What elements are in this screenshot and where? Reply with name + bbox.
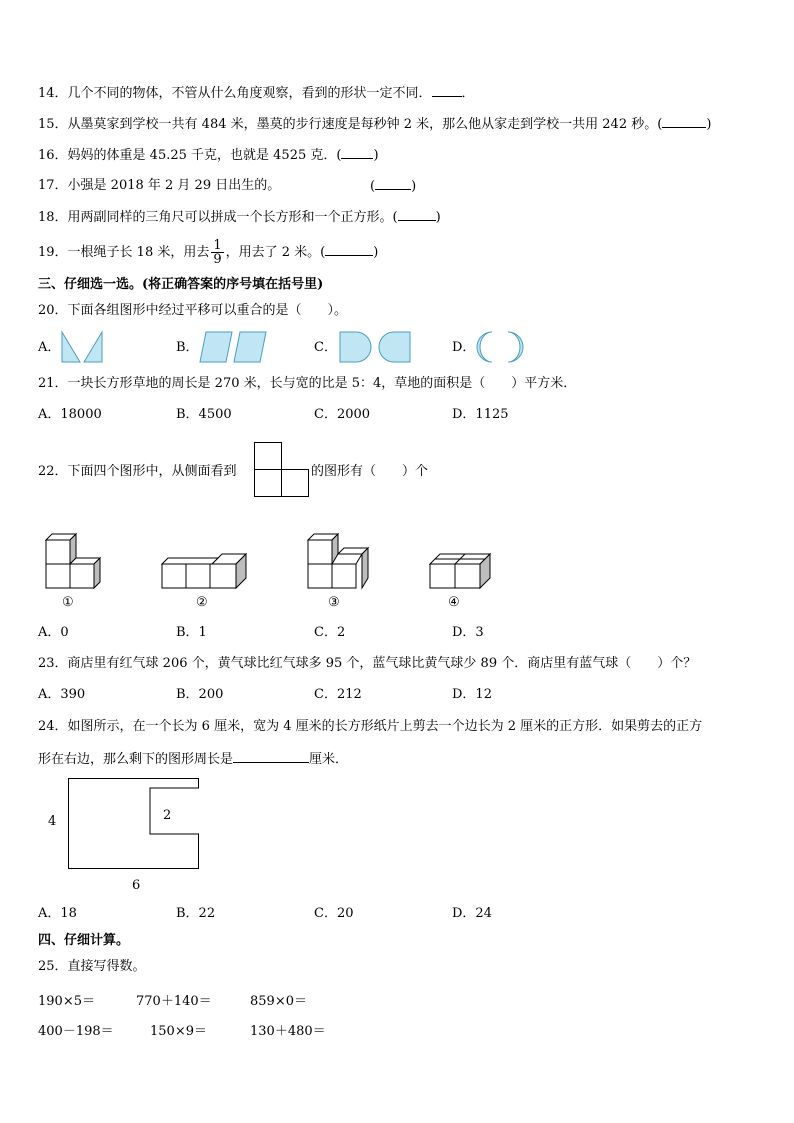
q20-figure-a-triangles (60, 330, 105, 364)
q21-option-b[interactable]: B．4500 (176, 407, 232, 422)
calc-item-2: 770＋140＝ (136, 994, 212, 1009)
q23-option-b[interactable]: B．200 (176, 687, 224, 702)
q20-figure-c-semicircle-shapes (338, 330, 414, 364)
q20-option-a[interactable]: A． (38, 340, 61, 355)
q22-side-view-figure (254, 442, 310, 498)
cube-label-1: ① (62, 595, 74, 610)
cube-label-4: ④ (448, 595, 460, 610)
question-19 (38, 238, 378, 268)
q19-text: 19．一根绳子长 18 米，用去 (38, 245, 210, 260)
calc-item-6: 130＋480＝ (250, 1024, 326, 1039)
paren-close: ) (435, 210, 441, 225)
paren-close: ) (373, 245, 379, 260)
q14-text: 14．几个不同的物体，不管从什么角度观察，看到的形状一定不同． (38, 86, 432, 101)
q23-option-d[interactable]: D．12 (452, 687, 492, 702)
question-24-line1: 24．如图所示，在一个长为 6 厘米，宽为 4 厘米的长方形纸片上剪去一个边长为 2 厘米的正方形．如果剪去的正方 (38, 719, 703, 734)
q24-label-width: 4 (48, 814, 57, 829)
q22-option-b[interactable]: B．1 (176, 625, 207, 640)
q20-option-d[interactable]: D． (452, 340, 476, 355)
question-14 (38, 84, 475, 103)
question-18 (38, 208, 441, 227)
q24-unit: 厘米． (309, 752, 349, 767)
calc-item-1: 190×5＝ (38, 994, 95, 1009)
question-22-part2: 的图形有（ ）个 (311, 464, 429, 479)
q19-text-2: ，用去了 2 米。( (225, 245, 326, 260)
q14-end: ． (461, 86, 475, 101)
paren-close: ) (373, 148, 379, 163)
section-4-heading: 四、仔细计算。 (38, 933, 130, 948)
paren-close: ) (411, 179, 417, 194)
q16-text: 16．妈妈的体重是 45.25 千克，也就是 4525 克．( (38, 148, 342, 163)
answer-blank[interactable] (398, 208, 436, 221)
q22-option-c[interactable]: C．2 (314, 625, 346, 640)
q22-option-a[interactable]: A．0 (38, 625, 69, 640)
q22-cube-figure-2 (160, 548, 248, 590)
q21-option-d[interactable]: D．1125 (452, 407, 509, 422)
fraction-denominator: 9 (213, 252, 222, 267)
calc-item-4: 400－198＝ (38, 1024, 114, 1039)
question-25: 25．直接写得数。 (38, 959, 146, 974)
q15-text: 15．从墨莫家到学校一共有 484 米，墨莫的步行速度是每秒钟 2 米，那么他从家走到学校一共用 242 秒。( (38, 117, 663, 132)
q24-label-square-side: 2 (163, 808, 172, 823)
question-15 (38, 115, 711, 134)
q20-figure-d-crescents (474, 330, 528, 364)
question-21: 21．一块长方形草地的周长是 270 米，长与宽的比是 5：4，草地的面积是（ ）平方米． (38, 376, 577, 391)
section-3-heading: 三、仔细选一选。(将正确答案的序号填在括号里) (38, 277, 324, 292)
answer-blank[interactable] (341, 146, 373, 159)
q24-option-c[interactable]: C．20 (314, 906, 354, 921)
answer-blank[interactable] (432, 84, 462, 97)
q24-label-length: 6 (132, 878, 141, 893)
q24-cut-rectangle-figure (68, 778, 200, 870)
fraction-one-ninth (211, 239, 223, 266)
q22-cube-figure-1 (42, 532, 102, 590)
answer-blank[interactable] (375, 177, 411, 190)
paren-close: ) (706, 117, 712, 132)
q18-text: 18．用两副同样的三角尺可以拼成一个长方形和一个正方形。( (38, 210, 398, 225)
q23-option-a[interactable]: A．390 (38, 687, 86, 702)
fraction-numerator: 1 (213, 238, 222, 253)
q22-option-d[interactable]: D．3 (452, 625, 484, 640)
calc-item-5: 150×9＝ (150, 1024, 207, 1039)
q20-figure-b-parallelograms (198, 330, 270, 364)
q21-option-a[interactable]: A．18000 (38, 407, 102, 422)
cube-label-3: ③ (328, 595, 340, 610)
q23-option-c[interactable]: C．212 (314, 687, 362, 702)
q22-cube-figure-4 (428, 548, 494, 590)
question-17 (38, 177, 280, 195)
question-16 (38, 146, 379, 165)
q20-option-c[interactable]: C． (314, 340, 337, 355)
answer-blank[interactable] (233, 750, 309, 763)
question-20: 20．下面各组图形中经过平移可以重合的是（ ）。 (38, 303, 348, 318)
question-23: 23．商店里有红气球 206 个，黄气球比红气球多 95 个，蓝气球比黄气球少 89 个．商店里有蓝气球（ ）个？ (38, 656, 697, 671)
q24-option-a[interactable]: A．18 (38, 906, 77, 921)
calc-item-3: 859×0＝ (250, 994, 307, 1009)
paren-open: ( (370, 179, 376, 194)
q24-option-b[interactable]: B．22 (176, 906, 216, 921)
question-17-answer (370, 177, 416, 196)
q22-cube-figure-3 (304, 532, 370, 590)
cube-label-2: ② (196, 595, 208, 610)
q24-text: 形在右边，那么剩下的图形周长是 (38, 752, 234, 767)
q20-option-b[interactable]: B． (176, 340, 199, 355)
question-24-line2 (38, 750, 348, 769)
answer-blank[interactable] (325, 243, 373, 256)
q21-option-c[interactable]: C．2000 (314, 407, 371, 422)
answer-blank[interactable] (662, 115, 706, 128)
question-22-part1: 22．下面四个图形中，从侧面看到 (38, 464, 237, 479)
q24-option-d[interactable]: D．24 (452, 906, 492, 921)
q17-text: 17．小强是 2018 年 2 月 29 日出生的。 (38, 178, 281, 193)
